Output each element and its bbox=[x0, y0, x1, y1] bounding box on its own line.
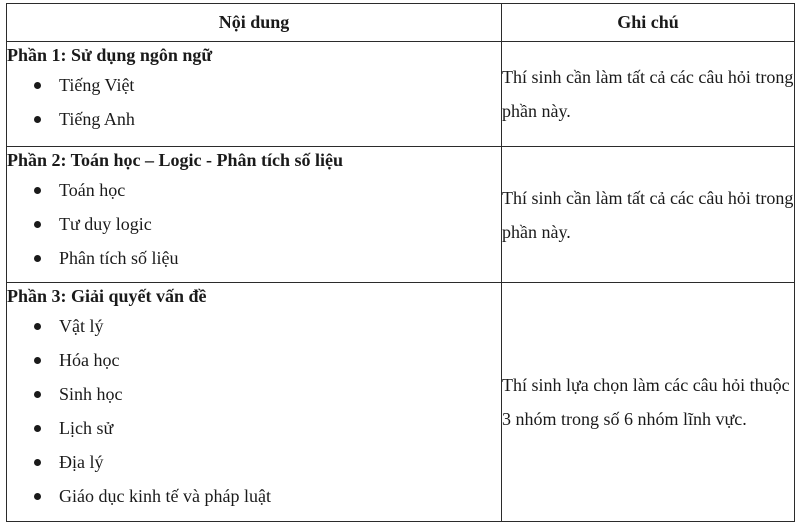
list-item-label: Tiếng Việt bbox=[59, 75, 135, 95]
bullet-icon bbox=[34, 187, 41, 194]
list-item bbox=[7, 309, 501, 343]
bullet-icon bbox=[34, 493, 41, 500]
list-item bbox=[7, 445, 501, 479]
section-content-cell bbox=[7, 42, 502, 147]
header-note: Ghi chú bbox=[502, 4, 795, 42]
list-item bbox=[7, 343, 501, 377]
table-row bbox=[7, 42, 795, 147]
table-header-row bbox=[7, 4, 795, 42]
table-row bbox=[7, 147, 795, 283]
list-item-label: Tiếng Anh bbox=[59, 109, 135, 129]
list-item-label: Vật lý bbox=[59, 316, 104, 336]
bullet-icon bbox=[34, 425, 41, 432]
section-item-list bbox=[7, 68, 501, 136]
list-item-label: Hóa học bbox=[59, 350, 120, 370]
list-item bbox=[7, 377, 501, 411]
list-item bbox=[7, 173, 501, 207]
bullet-icon bbox=[34, 82, 41, 89]
section-note-cell: Thí sinh lựa chọn làm các câu hỏi thuộc 3 nhóm trong số 6 nhóm lĩnh vực. bbox=[502, 283, 795, 522]
bullet-icon bbox=[34, 221, 41, 228]
list-item bbox=[7, 207, 501, 241]
section-title: Phần 1: Sử dụng ngôn ngữ bbox=[7, 45, 213, 65]
section-title: Phần 2: Toán học – Logic - Phân tích số liệu bbox=[7, 150, 344, 170]
table-row bbox=[7, 283, 795, 522]
bullet-icon bbox=[34, 391, 41, 398]
list-item-label: Phân tích số liệu bbox=[59, 248, 179, 268]
section-note-cell: Thí sinh cần làm tất cả các câu hỏi trong phần này. bbox=[502, 147, 795, 283]
list-item bbox=[7, 479, 501, 513]
list-item-label: Lịch sử bbox=[59, 418, 114, 438]
bullet-icon bbox=[34, 323, 41, 330]
bullet-icon bbox=[34, 255, 41, 262]
section-content-cell bbox=[7, 283, 502, 522]
list-item bbox=[7, 411, 501, 445]
bullet-icon bbox=[34, 116, 41, 123]
section-item-list bbox=[7, 173, 501, 275]
list-item-label: Tư duy logic bbox=[59, 214, 152, 234]
list-item bbox=[7, 68, 501, 102]
bullet-icon bbox=[34, 459, 41, 466]
section-item-list bbox=[7, 309, 501, 513]
list-item-label: Toán học bbox=[59, 180, 126, 200]
list-item bbox=[7, 241, 501, 275]
list-item-label: Địa lý bbox=[59, 452, 104, 472]
section-title: Phần 3: Giải quyết vấn đề bbox=[7, 286, 207, 306]
list-item bbox=[7, 102, 501, 136]
section-note-cell: Thí sinh cần làm tất cả các câu hỏi trong phần này. bbox=[502, 42, 795, 147]
list-item-label: Sinh học bbox=[59, 384, 123, 404]
section-content-cell bbox=[7, 147, 502, 283]
exam-structure-table bbox=[6, 3, 795, 522]
header-content: Nội dung bbox=[7, 4, 502, 42]
bullet-icon bbox=[34, 357, 41, 364]
list-item-label: Giáo dục kinh tế và pháp luật bbox=[59, 486, 271, 506]
